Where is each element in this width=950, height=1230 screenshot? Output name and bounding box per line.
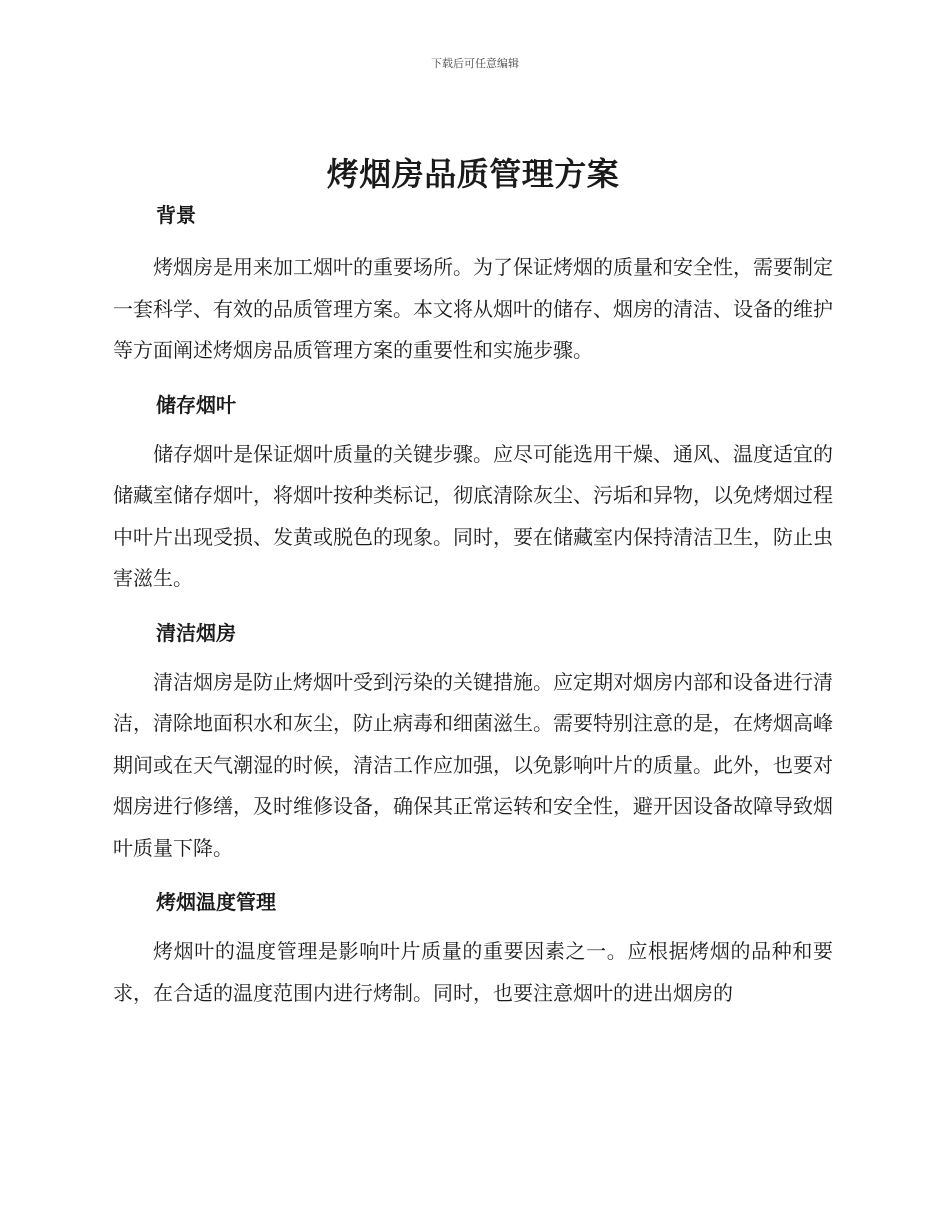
section-heading: 储存烟叶 bbox=[156, 392, 236, 417]
section-paragraph: 烤烟叶的温度管理是影响叶片质量的重要因素之一。应根据烤烟的品种和要求，在合适的温度范围内进行烤制。同时，也要注意烟叶的进出烟房的 bbox=[113, 939, 833, 1005]
section-heading: 烤烟温度管理 bbox=[156, 890, 276, 914]
section-paragraph: 储存烟叶是保证烟叶质量的关键步骤。应尽可能选用干燥、通风、温度适宜的储藏室储存烟叶，将烟叶按种类标记，彻底清除灰尘、污垢和异物，以免烤烟过程中叶片出现受损、发黄或脱色的现象。同时，要在储藏室内保持清洁卫生，防止虫害滋生。 bbox=[113, 441, 833, 590]
section-temperature-management bbox=[113, 887, 833, 1014]
section-background bbox=[113, 200, 833, 372]
section-clean-room bbox=[113, 618, 833, 870]
page-header-note: 下载后可任意编辑 bbox=[431, 57, 519, 70]
section-paragraph: 清洁烟房是防止烤烟叶受到污染的关键措施。应定期对烟房内部和设备进行清洁，清除地面积水和灰尘，防止病毒和细菌滋生。需要特别注意的是，在烤烟高峰期间或在天气潮湿的时候，清洁工作应加强，以免影响叶片的质量。此外，也要对烟房进行修缮，及时维修设备，确保其正常运转和安全性，避开因设备故障导致烟叶质量下降。 bbox=[113, 669, 833, 860]
section-heading: 背景 bbox=[156, 203, 196, 227]
section-store-tobacco bbox=[113, 390, 833, 600]
section-heading: 清洁烟房 bbox=[156, 620, 236, 645]
document-title: 烤烟房品质管理方案 bbox=[326, 155, 620, 193]
section-paragraph: 烤烟房是用来加工烟叶的重要场所。为了保证烤烟的质量和安全性，需要制定一套科学、有效的品质管理方案。本文将从烟叶的储存、烟房的清洁、设备的维护等方面阐述烤烟房品质管理方案的重要性和实施步骤。 bbox=[113, 255, 833, 362]
